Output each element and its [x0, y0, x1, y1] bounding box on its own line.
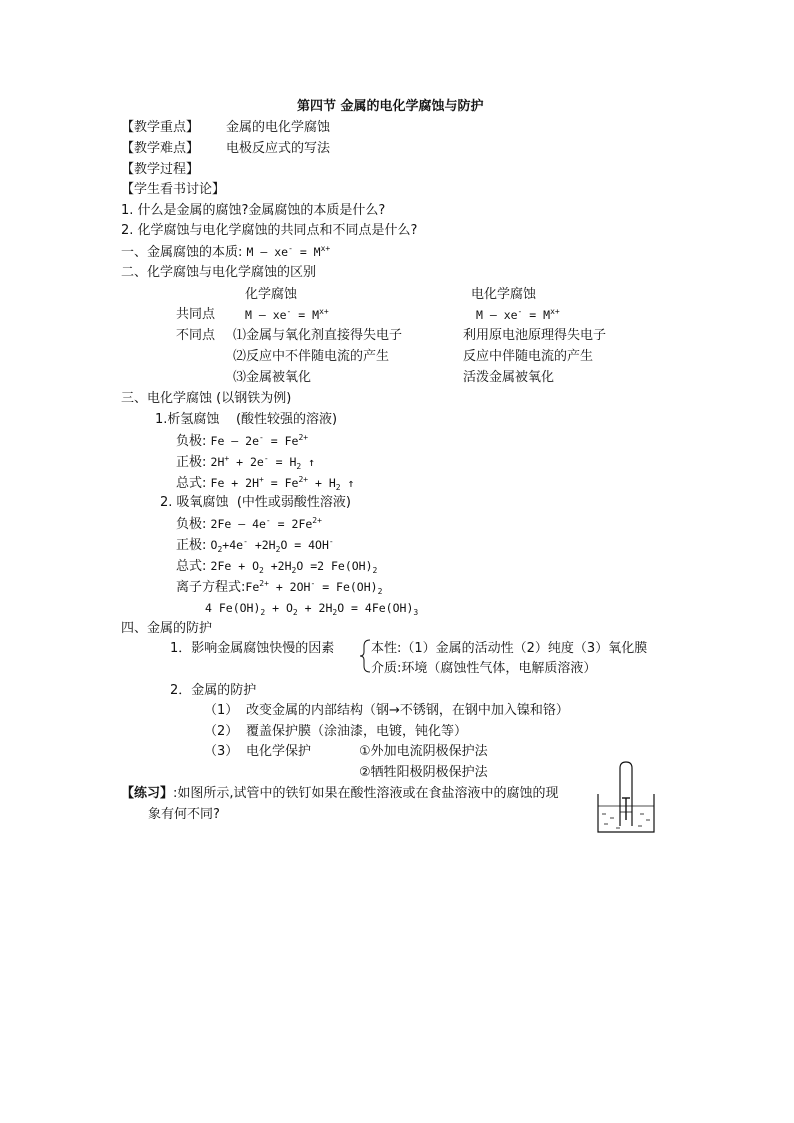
- o-positive-electrode: 正极: $O_2+4e^- +2H_2O = 4OH^-$: [176, 537, 334, 554]
- difficult-point-label: 【教学难点】: [121, 141, 200, 156]
- process-label: 【教学过程】: [121, 162, 200, 177]
- key-point-text: 金属的电化学腐蚀: [226, 120, 331, 135]
- common-eq-chem: $M - xe^- = M^{x+}$: [245, 307, 329, 322]
- exercise-line-1: 【练习】:如图所示,试管中的铁钉如果在酸性溶液或在食盐溶液中的腐蚀的现: [121, 786, 559, 801]
- iron-hydroxide-oxidation: 4 $Fe(OH)_2 + O_2 + 2H_2O = 4Fe(OH)_3$: [205, 601, 419, 617]
- o-total-equation: 总式: $2Fe + O_2 +2H_2O =2$ $Fe(OH)_2$: [176, 559, 378, 575]
- h-positive-electrode: 正极: $2H^+ + 2e^- = H_2$ ↑: [176, 454, 316, 471]
- electro-diff-3: 活泼金属被氧化: [463, 370, 555, 385]
- o-negative-electrode: 负极: $2Fe - 4e^- = 2Fe^{2+}$: [176, 516, 322, 532]
- diff-label: 不同点: [176, 328, 216, 343]
- discussion-label: 【学生看书讨论】: [121, 182, 226, 197]
- chem-diff-3: ⑶金属被氧化: [233, 370, 312, 385]
- key-point-label: 【教学重点】: [121, 120, 200, 135]
- ionic-equation: 离子方程式$:Fe^{2+} + 2OH^- = Fe(OH)_2$: [176, 579, 383, 596]
- method-1-text: 改变金属的内部结构（钢→不锈钢，在钢中加入镍和铬）: [246, 703, 569, 718]
- exercise-line-2: 象有何不同?: [148, 807, 220, 822]
- medium-factor: 介质:环境（腐蚀性气体，电解质溶液）: [371, 661, 597, 676]
- col-electrochemical-corrosion: 电化学腐蚀: [471, 287, 537, 302]
- intrinsic-factor: 本性:（1）金属的活动性（2）纯度（3）氧化膜: [371, 641, 648, 656]
- difficult-point-text: 电极反应式的写法: [226, 141, 331, 156]
- chem-diff-1: ⑴金属与氧化剂直接得失电子: [233, 328, 403, 343]
- page-title: 第四节 金属的电化学腐蚀与防护: [297, 99, 484, 114]
- chem-diff-2: ⑵反应中不伴随电流的产生: [233, 349, 390, 364]
- col-chemical-corrosion: 化学腐蚀: [245, 287, 298, 302]
- method-3-text: 电化学保护: [246, 744, 312, 759]
- method-2-text: 覆盖保护膜（涂油漆，电镀，钝化等）: [246, 724, 468, 739]
- electro-diff-2: 反应中伴随电流的产生: [463, 349, 594, 364]
- h-negative-electrode: 负极: $Fe - 2e^- = Fe^{2+}$: [176, 433, 309, 449]
- electro-diff-1: 利用原电池原理得失电子: [463, 328, 607, 343]
- test-tube-figure: [594, 760, 658, 834]
- method-3-sub-2: ②牺牲阳极阴极保护法: [359, 765, 488, 780]
- oxygen-absorption-title: 2. 吸氧腐蚀 (中性或弱酸性溶液): [160, 495, 351, 510]
- section-2-heading: 二、化学腐蚀与电化学腐蚀的区别: [121, 265, 317, 280]
- method-2-num: （2）: [204, 724, 239, 739]
- h-total-equation: 总式: $Fe + 2H^+ = Fe^{2+} + H_2$ ↑: [176, 475, 355, 492]
- brace-icon: [358, 638, 372, 674]
- hydrogen-evolution-title: 1.析氢腐蚀 (酸性较强的溶液): [155, 412, 338, 427]
- section-4-heading: 四、金属的防护: [121, 621, 213, 636]
- factor-title: 1．影响金属腐蚀快慢的因素: [170, 641, 335, 656]
- section-1-heading: 一、金属腐蚀的本质: $M - xe^- = M^{x+}$: [121, 244, 331, 260]
- common-label: 共同点: [176, 307, 216, 322]
- question-2: 2. 化学腐蚀与电化学腐蚀的共同点和不同点是什么?: [121, 223, 418, 238]
- question-1: 1. 什么是金属的腐蚀?金属腐蚀的本质是什么?: [121, 203, 386, 218]
- method-3-sub-1: ①外加电流阴极保护法: [359, 744, 488, 759]
- method-1-num: （1）: [204, 703, 239, 718]
- method-3-num: （3）: [204, 744, 239, 759]
- protection-title: 2．金属的防护: [170, 683, 257, 698]
- section-3-heading: 三、电化学腐蚀 (以钢铁为例): [121, 391, 292, 406]
- common-eq-electro: $M - xe^- = M^{x+}$: [476, 307, 560, 322]
